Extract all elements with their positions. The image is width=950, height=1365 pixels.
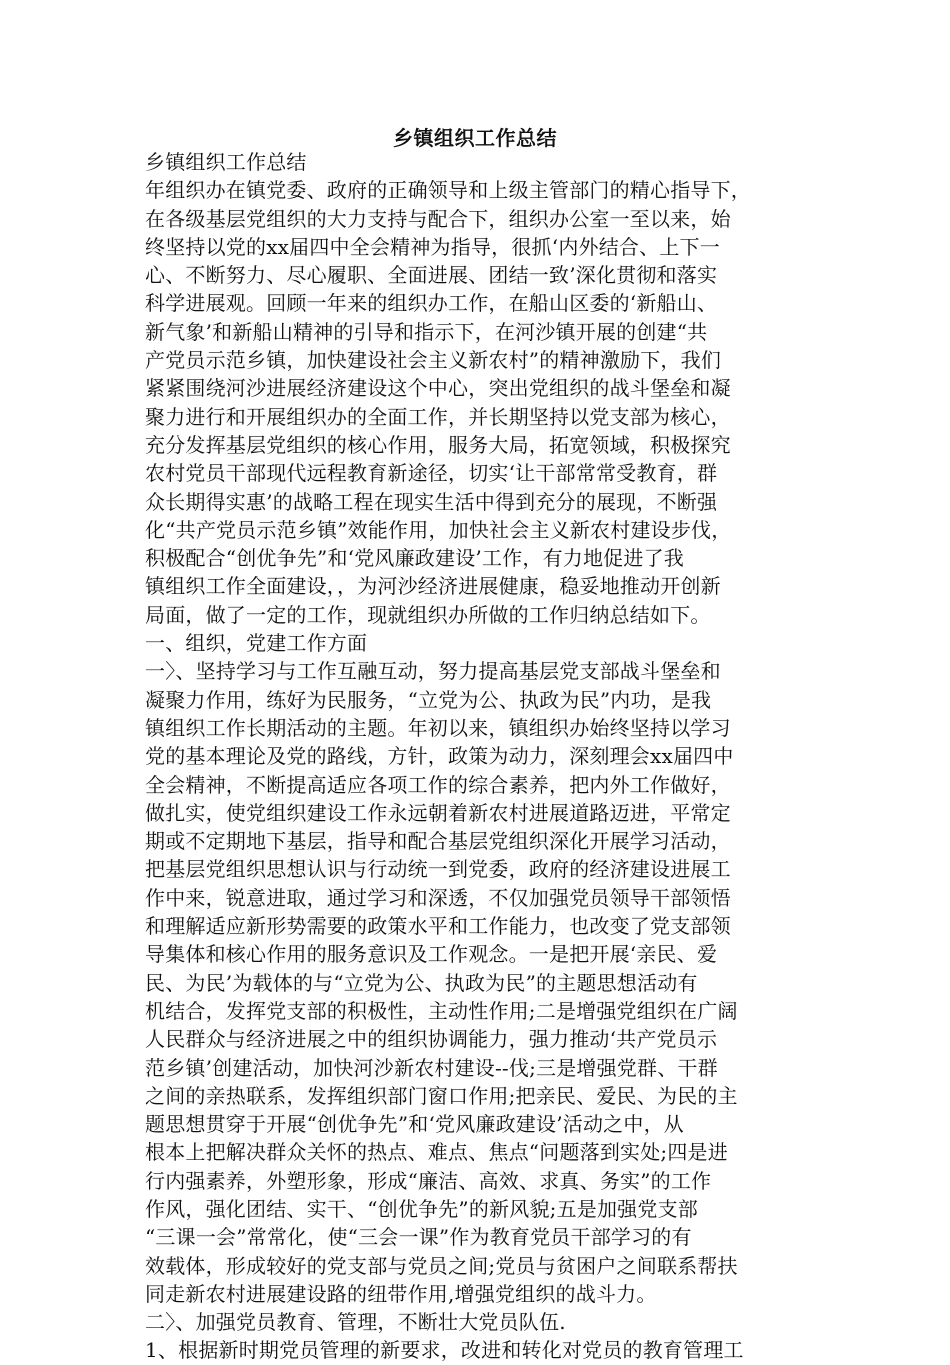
text-line: 题思想贯穿于开展“创优争先”和‘党风廉政建设’活动之中，从 — [145, 1112, 684, 1137]
text-line: 紧紧围绕河沙进展经济建设这个中心，突出党组织的战斗堡垒和凝 — [145, 376, 731, 401]
text-line: 化“共产党员示范乡镇”效能作用，加快社会主义新农村建设步伐， — [145, 517, 732, 542]
text-line: 众长期得实惠’的战略工程在现实生活中得到充分的展现，不断强 — [145, 489, 718, 514]
text-line: 一〉、坚持学习与工作互融互动，努力提高基层党支部战斗堡垒和 — [145, 659, 721, 684]
text-line: 根本上把解决群众关怀的热点、难点、焦点“问题落到实处;四是进 — [145, 1140, 728, 1165]
text-line: 聚力进行和开展组织办的全面工作，并长期坚持以党支部为核心， — [145, 404, 731, 429]
text-line: 一、组织，党建工作方面 — [145, 631, 368, 656]
text-line: 心、不断努力、尽心履职、全面进展、团结一致’深化贯彻和落实 — [145, 263, 718, 288]
text-line: 导集体和核心作用的服务意识及工作观念。一是把开展‘亲民、爱 — [145, 942, 718, 967]
document-body — [145, 148, 805, 1365]
text-line: 二〉、加强党员教育、管理，不断壮大党员队伍. — [145, 1310, 566, 1335]
text-line: 年组织办在镇党委、政府的正确领导和上级主管部门的精心指导下， — [145, 178, 751, 203]
text-line: 民、为民’为载体的与“立党为公、执政为民”的主题思想活动有 — [145, 970, 698, 995]
text-line: 和理解适应新形势需要的政策水平和工作能力，也改变了党支部领 — [145, 914, 731, 939]
text-line: 把基层党组织思想认识与行动统一到党委，政府的经济建设进展工 — [145, 857, 731, 882]
text-line: 作中来，锐意进取，通过学习和深透，不仅加强党员领导干部领悟 — [145, 885, 731, 910]
text-line: 局面，做了一定的工作，现就组织办所做的工作归纳总结如下。 — [145, 602, 711, 627]
text-line: 新气象’和新船山精神的引导和指示下，在河沙镇开展的创建“共 — [145, 319, 708, 344]
text-line: 机结合，发挥党支部的积极性，主动性作用;二是增强党组织在广阔 — [145, 998, 738, 1023]
text-line: 积极配合“创优争先”和‘党风廉政建设’工作，有力地促进了我 — [145, 546, 684, 571]
text-line: 充分发挥基层党组织的核心作用，服务大局，拓宽领域，积极探究 — [145, 432, 731, 457]
text-line: 人民群众与经济进展之中的组织协调能力，强力推动‘共产党员示 — [145, 1027, 718, 1052]
text-line: 做扎实，使党组织建设工作永远朝着新农村进展道路迈进，平常定 — [145, 800, 731, 825]
text-line: 镇组织工作全面建设，，为河沙经济进展健康，稳妥地推动开创新 — [145, 574, 721, 599]
text-line: 乡镇组织工作总结 — [145, 150, 307, 174]
text-line: 科学进展观。回顾一年来的组织办工作，在船山区委的‘新船山、 — [145, 291, 718, 316]
text-line: 1、根据新时期党员管理的新要求，改进和转化对党员的教育管理工 — [145, 1338, 744, 1363]
text-line: 全会精神，不断提高适应各项工作的综合素养，把内外工作做好， — [145, 772, 731, 797]
text-line: 范乡镇’创建活动，加快河沙新农村建设--伐;三是增强党群、干群 — [145, 1055, 718, 1080]
text-line: 行内强素养，外塑形象，形成“廉洁、高效、求真、务实”的工作 — [145, 1168, 712, 1193]
text-line: 农村党员干部现代远程教育新途径，切实‘让干部常常受教育，群 — [145, 461, 718, 486]
text-line: 效载体，形成较好的党支部与党员之间;党员与贫困户之间联系帮扶 — [145, 1253, 738, 1278]
text-line: 党的基本理论及党的路线，方针，政策为动力，深刻理会xx届四中 — [145, 744, 734, 769]
text-line: 作风，强化团结、实干、“创优争先”的新风貌;五是加强党支部 — [145, 1196, 698, 1221]
text-line: 终坚持以党的xx届四中全会精神为指导，很抓‘内外结合、上下一 — [145, 234, 720, 259]
text-line: 镇组织工作长期活动的主题。年初以来，镇组织办始终坚持以学习 — [145, 715, 731, 740]
text-line: 在各级基层党组织的大力支持与配合下，组织办公室一至以来，始 — [145, 206, 731, 231]
text-line: 同走新农村进展建设路的纽带作用,增强党组织的战斗力。 — [145, 1281, 657, 1306]
text-line: 之间的亲热联系，发挥组织部门窗口作用;把亲民、爱民、为民的主 — [145, 1083, 738, 1108]
text-line: 产党员示范乡镇，加快建设社会主义新农村”的精神激励下，我们 — [145, 348, 722, 373]
text-line: “三课一会”常常化，使“三会一课”作为教育党员干部学习的有 — [145, 1225, 692, 1250]
text-line: 凝聚力作用，练好为民服务，“立党为公、执政为民”内功，是我 — [145, 687, 712, 712]
document-title: 乡镇组织工作总结 — [393, 126, 557, 150]
text-line: 期或不定期地下基层，指导和配合基层党组织深化开展学习活动， — [145, 829, 731, 854]
